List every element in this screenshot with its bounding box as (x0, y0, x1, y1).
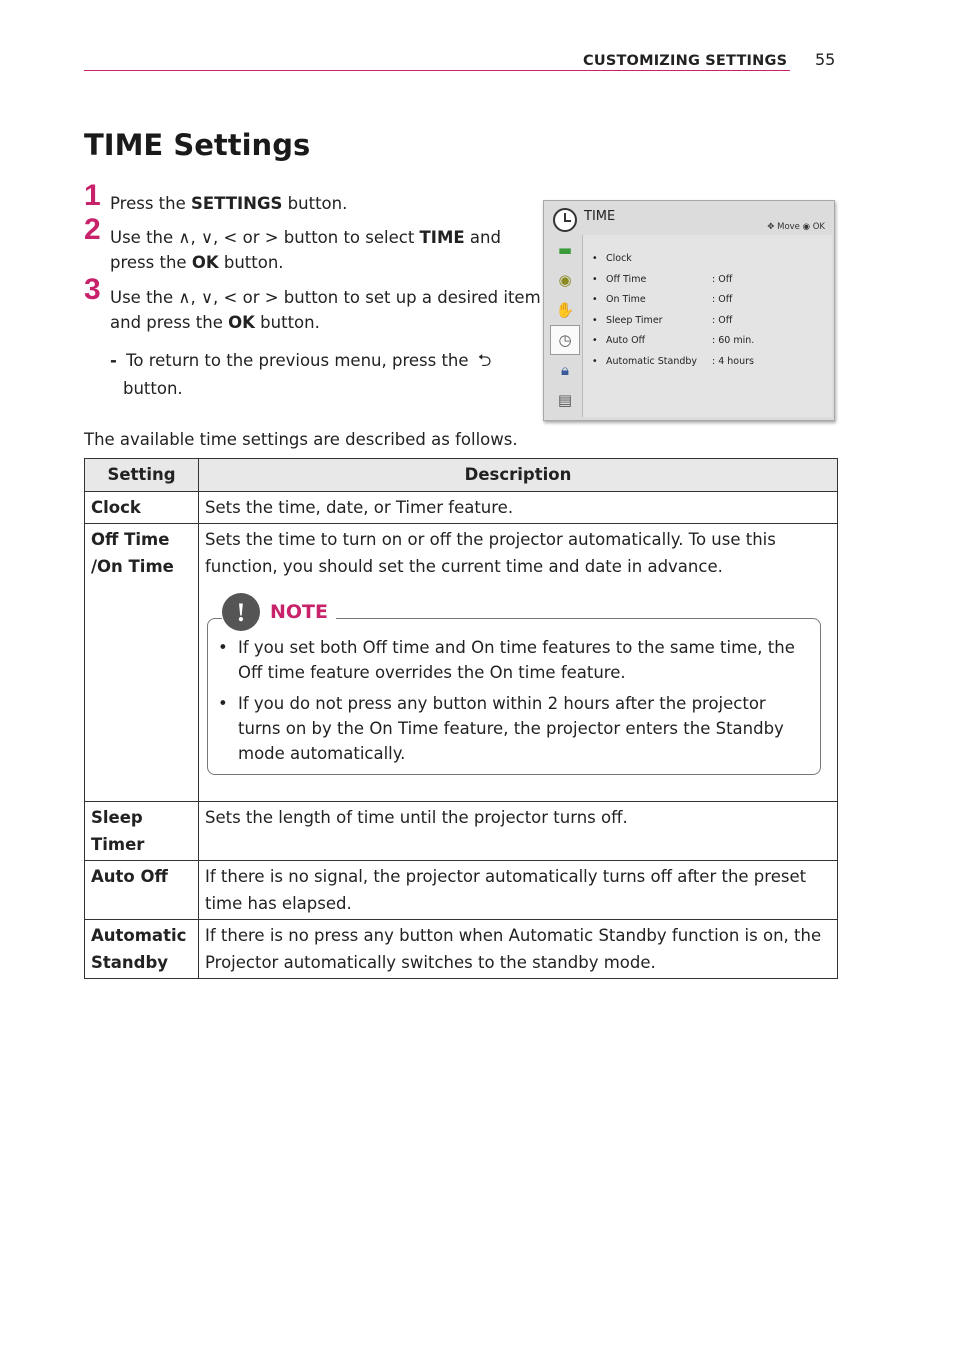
lock-icon: 🔒︎ (561, 361, 569, 379)
setting-description: If there is no press any button when Automatic Standby function is on, the Projector automatically switches to the standby mode. (199, 920, 838, 979)
note-item: • If you do not press any button within 2 hours after the projector turns on by the On Time feature, the projector enters the Standby mode automatically. (218, 691, 808, 766)
setting-description: Sets the time, date, or Timer feature. (199, 492, 838, 524)
setting-description: Sets the length of time until the projector turns off. (199, 802, 838, 861)
step-1 (84, 179, 544, 216)
picture-icon: ▬ (557, 241, 573, 259)
step-keyword: OK (228, 313, 255, 332)
setting-name: Sleep Timer (85, 802, 199, 861)
step-text: button. (282, 194, 348, 213)
page-number: 55 (815, 50, 836, 69)
osd-item: • On Time : Off (592, 294, 733, 305)
toolbox-icon: ▤ (557, 391, 573, 409)
osd-hint (767, 222, 825, 232)
step-text: Use the ∧, ∨, < or > button to set up a desired item and press the (110, 288, 541, 332)
note-item: • If you set both Off time and On time features to the same time, the Off time feature overrides the On time feature. (218, 635, 808, 685)
note-label: NOTE (270, 600, 328, 623)
table-row (85, 920, 838, 979)
osd-hint-text: Move ◉ OK (777, 222, 825, 232)
step-text: Press the (110, 194, 191, 213)
step-number: 2 (84, 213, 101, 246)
setting-description: If there is no signal, the projector automatically turns off after the preset time has elapsed. (199, 861, 838, 920)
tip-text: To return to the previous menu, press the (126, 351, 469, 370)
tip-dash: - (110, 351, 117, 370)
tip-text: button. (123, 379, 183, 398)
hand-icon: ✋ (555, 301, 575, 319)
setting-name: Automatic Standby (85, 920, 199, 979)
step-text: button. (218, 253, 284, 272)
move-icon: ✥ (767, 222, 778, 232)
step-text: and press the (110, 228, 501, 272)
table-row (85, 524, 838, 802)
time-icon: ◷ (550, 325, 580, 355)
step-number: 3 (84, 273, 101, 306)
osd-item: • Auto Off : 60 min. (592, 335, 755, 346)
setting-name: Off Time /On Time (85, 524, 199, 802)
osd-sidebar (550, 235, 580, 417)
osd-item: • Clock (592, 253, 632, 264)
intro-text: The available time settings are described as follows. (84, 430, 518, 449)
page-title: TIME Settings (84, 128, 311, 162)
setting-description: Sets the time to turn on or off the projector automatically. To use this function, you should set the current time and date in advance. (205, 530, 776, 576)
note-header (222, 593, 336, 631)
step-number: 1 (84, 179, 101, 212)
osd-menu-screenshot (543, 200, 835, 421)
settings-table (84, 458, 838, 979)
setting-description-cell (199, 524, 838, 802)
table-header-row (85, 459, 838, 492)
note-box (207, 597, 821, 775)
osd-title: TIME (584, 209, 616, 224)
header-rule (84, 70, 790, 71)
table-row (85, 802, 838, 861)
section-title: CUSTOMIZING SETTINGS (583, 53, 788, 69)
back-icon: ⮌ (477, 351, 492, 371)
exclamation-icon: ! (222, 593, 260, 631)
osd-list (582, 235, 832, 417)
setting-name: Clock (85, 492, 199, 524)
clock-icon (553, 208, 577, 232)
sound-icon: ◉ (558, 271, 572, 289)
step-2 (84, 213, 544, 275)
tip (110, 347, 520, 402)
column-header: Description (199, 459, 838, 492)
step-text: Use the ∧, ∨, < or > button to select (110, 228, 420, 247)
step-keyword: SETTINGS (191, 194, 283, 213)
step-3 (84, 273, 544, 335)
step-keyword: TIME (419, 228, 465, 247)
osd-item: • Automatic Standby : 4 hours (592, 356, 754, 367)
step-keyword: OK (191, 253, 219, 272)
osd-item: • Off Time : Off (592, 274, 733, 285)
setting-name: Auto Off (85, 861, 199, 920)
column-header: Setting (85, 459, 199, 492)
osd-item: • Sleep Timer : Off (592, 315, 733, 326)
table-row (85, 861, 838, 920)
table-row (85, 492, 838, 524)
step-text: button. (254, 313, 320, 332)
